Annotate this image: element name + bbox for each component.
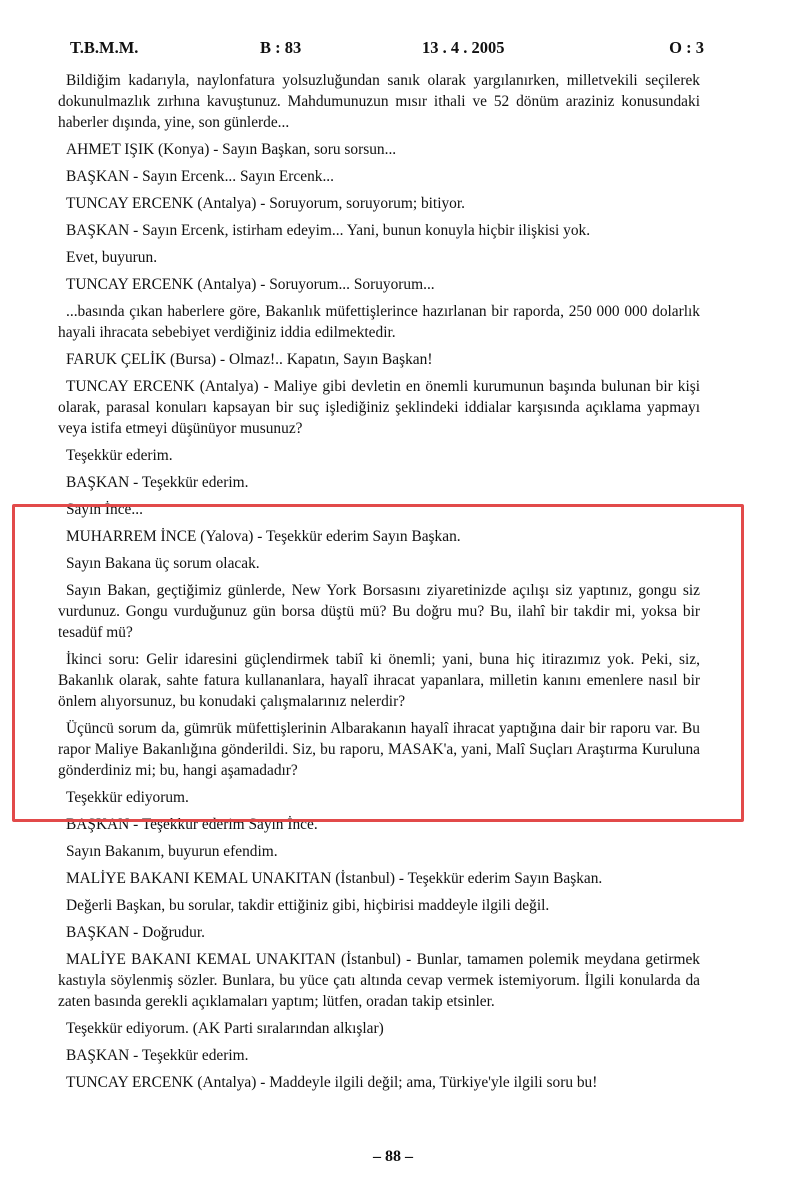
paragraph: MALİYE BAKANI KEMAL UNAKITAN (İstanbul) - Bunlar, tamamen polemik meydana getirmek kastıyla söylenmiş sözler. Bunlara, bu yüce çatı altında cevap vermek istemiyorum. İlgili konularda da zaten basında gerekli açıklamaları yaptım; lütfen, oradan takip etsinler. (58, 951, 700, 1010)
paragraph: Sayın İnce... (66, 501, 143, 518)
paragraph: BAŞKAN - Teşekkür ederim. (66, 1047, 249, 1064)
paragraph: Teşekkür ediyorum. (AK Parti sıralarından alkışlar) (66, 1020, 384, 1037)
paragraph: TUNCAY ERCENK (Antalya) - Maddeyle ilgili değil; ama, Türkiye'yle ilgili soru bu! (66, 1074, 598, 1091)
paragraph: TUNCAY ERCENK (Antalya) - Soruyorum, soruyorum; bitiyor. (66, 195, 465, 212)
paragraph: TUNCAY ERCENK (Antalya) - Maliye gibi devletin en önemli kurumunun başında bulunan bir kişi olarak, parasal konuları kapsayan bir suç işlediğiniz şeklindeki iddialar karşısında açıklama yapmayı veya istifa etmeyi düşünüyor musunuz? (58, 378, 700, 437)
paragraph: BAŞKAN - Sayın Ercenk, istirham edeyim... Yani, bunun konuyla hiçbir ilişkisi yok. (66, 222, 591, 239)
header-date: 13 . 4 . 2005 (422, 38, 505, 57)
paragraph: Sayın Bakana üç sorum olacak. (66, 555, 260, 572)
paragraph: BAŞKAN - Teşekkür ederim. (66, 474, 249, 491)
header-org: T.B.M.M. (70, 38, 139, 57)
paragraph: BAŞKAN - Teşekkür ederim Sayın İnce. (66, 816, 318, 833)
paragraph: AHMET IŞIK (Konya) - Sayın Başkan, soru sorsun... (66, 141, 397, 158)
paragraph: Sayın Bakanım, buyurun efendim. (66, 843, 278, 860)
paragraph: TUNCAY ERCENK (Antalya) - Soruyorum... Soruyorum... (66, 276, 435, 293)
header-session: O : 3 (669, 38, 704, 57)
paragraph: Teşekkür ederim. (66, 447, 173, 464)
page-number: – 88 – (373, 1148, 413, 1165)
paragraph: Sayın Bakan, geçtiğimiz günlerde, New York Borsasını ziyaretinizde açılışı siz yaptınız, gongu siz vurdunuz. Gongu vurduğunuz gün borsa düştü mü? Bu doğru mu? Bu, ilahî bir takdir mi, yoksa bir tesadüf mü? (58, 582, 700, 641)
paragraph: MALİYE BAKANI KEMAL UNAKITAN (İstanbul) - Teşekkür ederim Sayın Başkan. (66, 870, 603, 887)
paragraph: İkinci soru: Gelir idaresini güçlendirmek tabiî ki önemli; yani, buna hiç itirazımız yok. Peki, siz, Bakanlık olarak, sahte fatura kullananlara, hayalî ihracat yapanlara, milletin kanını emenlere nasıl bir önlem alıyorsunuz, bu konudaki çalışmalarınız nelerdir? (58, 651, 700, 710)
paragraph: BAŞKAN - Doğrudur. (66, 924, 205, 941)
paragraph: BAŞKAN - Sayın Ercenk... Sayın Ercenk... (66, 168, 335, 185)
paragraph: Bildiğim kadarıyla, naylonfatura yolsuzluğundan sanık olarak yargılanırken, milletvekili seçilerek dokunulmazlık zırhına kavuştunuz. Mahdumunuzun mısır ithali ve 52 dönüm araziniz konusundaki haberler dışında, yine, son günlerde... (58, 72, 700, 131)
paragraph: ...basında çıkan haberlere göre, Bakanlık müfettişlerince hazırlanan bir raporda, 250 000 000 dolarlık hayali ihracata sebebiyet verdiğiniz iddia edilmektedir. (58, 303, 700, 341)
paragraph: FARUK ÇELİK (Bursa) - Olmaz!.. Kapatın, Sayın Başkan! (66, 351, 433, 368)
paragraph: Değerli Başkan, bu sorular, takdir ettiğiniz gibi, hiçbirisi maddeyle ilgili değil. (66, 897, 550, 914)
paragraph: Evet, buyurun. (66, 249, 158, 266)
paragraph: Teşekkür ediyorum. (66, 789, 189, 806)
paragraph: MUHARREM İNCE (Yalova) - Teşekkür ederim Sayın Başkan. (66, 528, 461, 545)
paragraph: Üçüncü sorum da, gümrük müfettişlerinin Albarakanın hayalî ihracat yaptığına dair bir raporu var. Bu rapor Maliye Bakanlığına gönderildi. Siz, bu raporu, MASAK'a, yani, Malî Suçları Araştırma Kuruluna gönderdiniz mi; bu, hangi aşamadadır? (58, 720, 700, 779)
transcript-body (58, 70, 700, 1099)
header-volume: B : 83 (260, 38, 302, 57)
